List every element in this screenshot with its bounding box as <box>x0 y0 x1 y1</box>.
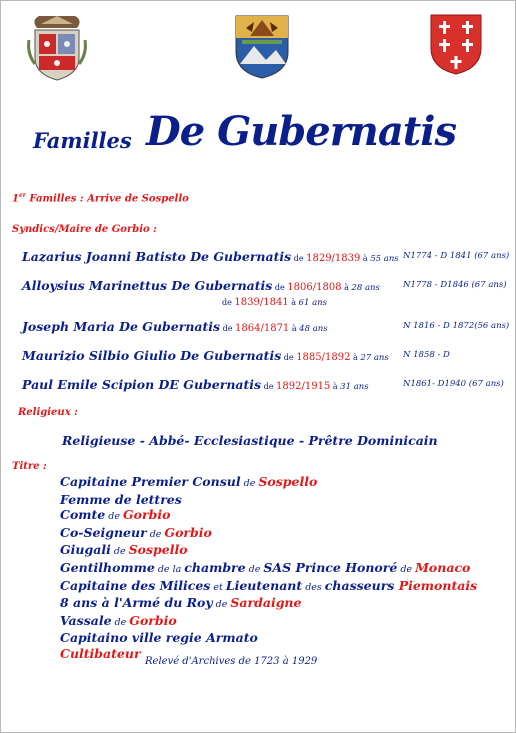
syndic-row <box>22 345 389 364</box>
syndic-row <box>22 374 369 393</box>
syndic-age: 61 ans <box>298 298 327 308</box>
syndic-years: 1839/1841 <box>234 297 289 308</box>
titre-list <box>60 474 477 662</box>
titre-item: Co-Seigneur de Gorbio <box>60 524 212 540</box>
syndic-life: N1774 - D 1841 (67 ans) <box>403 251 510 261</box>
syndic-de: de <box>261 382 277 391</box>
syndic-row <box>22 246 399 265</box>
section-first-families <box>12 192 189 204</box>
archives-footer: Relevé d'Archives de 1723 à 1929 <box>145 656 318 667</box>
section-first-number: 1 <box>12 193 19 205</box>
syndic-age-a: à <box>350 353 361 362</box>
syndic-years: 1864/1871 <box>235 323 290 334</box>
coat-of-arms-left-icon <box>27 14 87 82</box>
titre-item: Gentilhomme de la chambre de SAS Prince Honoré de Monaco <box>60 559 471 575</box>
syndic-years: 1829/1839 <box>306 253 361 264</box>
syndic-age-a: à <box>360 254 371 263</box>
syndic-age-a: à <box>289 324 300 333</box>
titre-item: Comte de Gorbio <box>60 507 171 523</box>
syndic-name: Lazarius Joanni Batisto De Gubernatis <box>22 249 292 264</box>
syndic-age: 31 ans <box>340 382 369 392</box>
syndics-heading: Syndics/Maire de Gorbio : <box>12 224 157 235</box>
syndic-life: N 1816 - D 1872(56 ans) <box>403 321 510 331</box>
titre-item: Capitaine Premier Consul de Sospello <box>60 474 318 489</box>
syndic-life: N1861- D1940 (67 ans) <box>403 379 504 389</box>
titre-item: Cultibateur <box>60 645 141 661</box>
titre-item: 8 ans à l'Armé du Roy de Sardaigne <box>60 595 302 611</box>
syndic-age-a: à <box>330 382 341 391</box>
coat-of-arms-sospello-icon <box>232 12 292 80</box>
syndic-name: Alloysius Marinettus De Gubernatis <box>22 278 273 293</box>
syndic-age: 28 ans <box>351 283 380 293</box>
titre-item: Giugali de Sospello <box>60 542 188 558</box>
religieux-line: Religieuse - Abbé- Ecclesiastique - Prêtre Dominicain <box>62 433 438 448</box>
religieux-heading: Religieux : <box>18 407 78 418</box>
syndic-life: N1778 - D1846 (67 ans) <box>403 280 507 290</box>
syndic-age: 55 ans <box>370 254 399 264</box>
syndic-row <box>22 316 328 335</box>
syndic-de: de <box>281 353 297 362</box>
syndic-life: N 1858 - D <box>403 350 450 360</box>
page-title: De Gubernatis <box>146 108 456 155</box>
syndic-years: 1806/1808 <box>287 282 342 293</box>
section-first-label: Familles : Arrive de Sospello <box>25 193 189 205</box>
syndic-name: Paul Emile Scipion DE Gubernatis <box>22 377 262 392</box>
syndic-years: 1892/1915 <box>276 381 331 392</box>
syndic-age: 48 ans <box>299 324 328 334</box>
coat-of-arms-crosses-icon <box>428 12 484 76</box>
titre-item: Capitaino ville regie Armato <box>60 630 258 646</box>
syndic-de: de <box>220 324 236 333</box>
syndic-de: de <box>222 298 235 307</box>
syndic-de: de <box>272 283 288 292</box>
titre-item: Vassale de Gorbio <box>60 612 177 628</box>
title-prefix: Familles <box>33 128 132 153</box>
titre-item: Capitaine des Milices et Lieutenant des chasseurs Piemontais <box>60 577 478 593</box>
section-first-sup: er <box>18 192 26 199</box>
titre-item: Femme de lettres <box>60 491 182 507</box>
syndic-row-second <box>222 290 327 309</box>
syndic-name: Joseph Maria De Gubernatis <box>22 319 221 334</box>
syndic-age-a: à <box>341 283 352 292</box>
syndic-age: 27 ans <box>360 353 389 363</box>
syndic-de: de <box>291 254 307 263</box>
titre-heading: Titre : <box>12 461 47 472</box>
syndic-age-a: à <box>288 298 299 307</box>
syndic-years: 1885/1892 <box>296 352 351 363</box>
syndic-name: Maurizio Silbio Giulio De Gubernatis <box>22 348 282 363</box>
